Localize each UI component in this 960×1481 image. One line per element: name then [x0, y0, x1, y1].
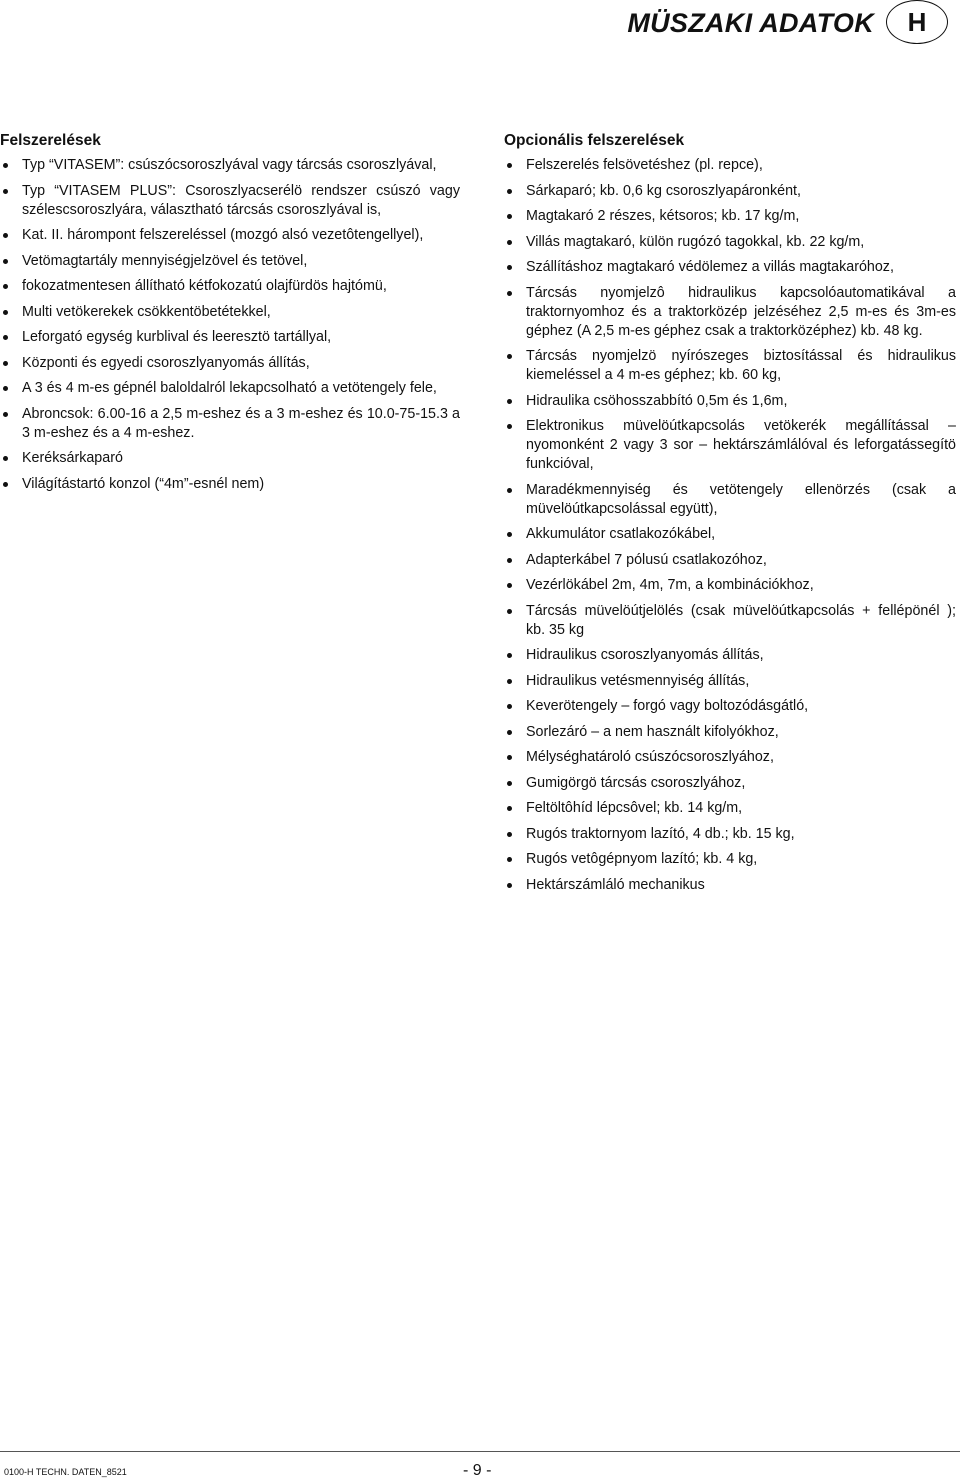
list-item: Központi és egyedi csoroszlyanyomás állítás,: [0, 354, 460, 373]
list-item: Rugós traktornyom lazító, 4 db.; kb. 15 kg,: [504, 825, 956, 844]
list-item: Hektárszámláló mechanikus: [504, 876, 956, 895]
footer-divider: [0, 1451, 960, 1452]
list-item: Leforgató egység kurblival és leeresztö tartállyal,: [0, 328, 460, 347]
list-item: fokozatmentesen állítható kétfokozatú olajfürdös hajtómü,: [0, 277, 460, 296]
list-item: Vezérlökábel 2m, 4m, 7m, a kombinációkhoz,: [504, 576, 956, 595]
list-item: Multi vetökerekek csökkentöbetétekkel,: [0, 303, 460, 322]
list-item: Akkumulátor csatlakozókábel,: [504, 525, 956, 544]
standard-equipment-heading: Felszerelések: [0, 132, 101, 149]
list-item: Maradékmennyiség és vetötengely ellenörzés (csak a müvelöútkapcsolással együtt),: [504, 481, 956, 519]
list-item: Feltöltôhíd lépcsôvel; kb. 14 kg/m,: [504, 799, 956, 818]
list-item: Adapterkábel 7 pólusú csatlakozóhoz,: [504, 551, 956, 570]
list-item: Tárcsás nyomjelzô hidraulikus kapcsolóautomatikával a traktornyomhoz és a traktorközép jelzéséhez 2,5 m-es és 3m-es géphez (A 2,5 m-es géphez csak a traktorközéphez) kb. 48 kg.: [504, 284, 956, 341]
optional-equipment-column: [504, 132, 956, 901]
list-item: Világítástartó konzol (“4m”-esnél nem): [0, 475, 460, 494]
list-item: Gumigörgö tárcsás csoroszlyához,: [504, 774, 956, 793]
list-item: Sárkaparó; kb. 0,6 kg csoroszlyapáronként,: [504, 182, 956, 201]
list-item: Vetömagtartály mennyiségjelzövel és tetövel,: [0, 252, 460, 271]
document-code: 0100-H TECHN. DATEN_8521: [4, 1467, 127, 1477]
section-badge: H: [886, 0, 948, 44]
list-item: Villás magtakaró, külön rugózó tagokkal, kb. 22 kg/m,: [504, 233, 956, 252]
list-item: Typ “VITASEM PLUS”: Csoroszlyacserélö rendszer csúszó vagy szélescsoroszlyára, választható tárcsás csoroszlyával is,: [0, 182, 460, 220]
page-number: - 9 -: [463, 1462, 492, 1479]
optional-equipment-list: [504, 156, 956, 895]
list-item: Typ “VITASEM”: csúszócsoroszlyával vagy tárcsás csoroszlyával,: [0, 156, 460, 175]
list-item: Magtakaró 2 részes, kétsoros; kb. 17 kg/m,: [504, 207, 956, 226]
list-item: Tárcsás nyomjelzö nyírószeges biztosítással és hidraulikus kiemeléssel a 4 m-es géphez; kb. 60 kg,: [504, 347, 956, 385]
list-item: Hidraulikus csoroszlyanyomás állítás,: [504, 646, 956, 665]
list-item: A 3 és 4 m-es gépnél baloldalról lekapcsolható a vetötengely fele,: [0, 379, 460, 398]
list-item: Hidraulikus vetésmennyiség állítás,: [504, 672, 956, 691]
list-item: Hidraulika csöhosszabbító 0,5m és 1,6m,: [504, 392, 956, 411]
list-item: Elektronikus müvelöútkapcsolás vetökerék megállítással – nyomonként 2 vagy 3 sor – hektárszámlálóval és leforgatássegítö funkcióval,: [504, 417, 956, 474]
header-title: MÜSZAKI ADATOK: [627, 8, 874, 38]
list-item: Kat. II. hárompont felszereléssel (mozgó alsó vezetôtengellyel),: [0, 226, 460, 245]
list-item: Keréksárkaparó: [0, 449, 460, 468]
list-item: Abroncsok: 6.00-16 a 2,5 m-eshez és a 3 m-eshez és 10.0-75-15.3 a 3 m-eshez és a 4 m-eshez.: [0, 405, 460, 443]
standard-equipment-list: [0, 156, 460, 494]
list-item: Rugós vetôgépnyom lazító; kb. 4 kg,: [504, 850, 956, 869]
optional-equipment-heading: Opcionális felszerelések: [504, 132, 685, 149]
list-item: Keverötengely – forgó vagy boltozódásgátló,: [504, 697, 956, 716]
list-item: Tárcsás müvelöútjelölés (csak müvelöútkapcsolás + fellépönél ); kb. 35 kg: [504, 602, 956, 640]
list-item: Sorlezáró – a nem használt kifolyókhoz,: [504, 723, 956, 742]
list-item: Mélységhatároló csúszócsoroszlyához,: [504, 748, 956, 767]
standard-equipment-column: [0, 132, 460, 500]
list-item: Felszerelés felsövetéshez (pl. repce),: [504, 156, 956, 175]
list-item: Szállításhoz magtakaró védölemez a villás magtakaróhoz,: [504, 258, 956, 277]
